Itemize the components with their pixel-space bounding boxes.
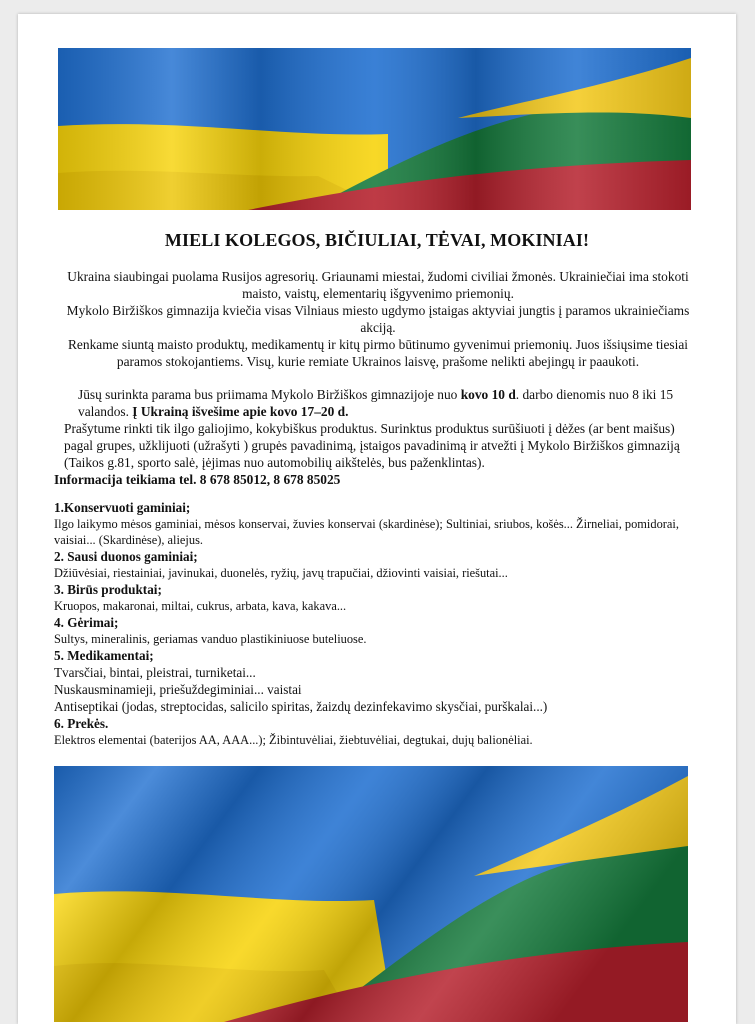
- intro-paragraph: Mykolo Biržiškos gimnazija kviečia visas Vilniaus miesto ugdymo įstaigas aktyviai jungtis į paramos ukrainiečiams akciją.: [66, 303, 690, 335]
- collection-notice: [54, 386, 704, 488]
- contact-phones: Informacija teikiama tel. 8 678 85012, 8 678 85025: [54, 472, 341, 487]
- page-title: MIELI KOLEGOS, BIČIULIAI, TĖVAI, MOKINIAI!: [164, 230, 590, 250]
- top-flag-banner: [58, 48, 691, 210]
- category-title: 3. Birūs produktai;: [54, 582, 162, 597]
- category-items: Ilgo laikymo mėsos gaminiai, mėsos konservai, žuvies konservai (skardinėse); Sultiniai, sriubos, košės... Žirneliai, pomidorai, vaisiai... (Skardinėse), aliejus.: [54, 517, 679, 547]
- category-items: Elektros elementai (baterijos AA, AAA...); Žibintuvėliai, žiebtuvėliai, degtukai, dujų balionėliai.: [54, 733, 533, 747]
- bottom-flag-banner: [54, 766, 688, 1022]
- category-title: 1.Konservuoti gaminiai;: [54, 500, 191, 515]
- category-title: 4. Gėrimai;: [54, 615, 119, 630]
- category-title: 5. Medikamentai;: [54, 648, 154, 663]
- category-title: 2. Sausi duonos gaminiai;: [54, 549, 198, 564]
- dispatch-date: Į Ukrainą išvešime apie kovo 17–20 d.: [132, 404, 349, 419]
- document-page: [18, 14, 736, 1024]
- collection-dates: [54, 386, 704, 420]
- category-items: Džiūvėsiai, riestainiai, javinukai, duonelės, ryžių, javų trapučiai, džiovinti vaisiai, riešutai...: [54, 566, 508, 580]
- instructions: Prašytume rinkti tik ilgo galiojimo, kokybiškus produktus. Surinktus produktus surūšiuoti į dėžes (ar bent maišus) pagal grupes, užklijuoti (užrašyti ) grupės pavadinimą, įstaigos pavadinimą ir atvežti į Mykolo Biržiškos gimnaziją (Taikos g.81, sporto salė, įėjimas nuo automobilių aikštelės, bus paženklintas).: [64, 421, 680, 470]
- intro-paragraph: Renkame siuntą maisto produktų, medikamentų ir kitų pirmo būtinumo gyvenimui priemonių. Juos išsiųsime tiesiai paramos stokojantiems. Visų, kurie remiate Ukrainos laisvę, prašome nelikti abejingų ir paaukoti.: [68, 337, 688, 369]
- category-list: [54, 499, 704, 748]
- category-items: Tvarsčiai, bintai, pleistrai, turniketai...: [54, 665, 256, 680]
- category-items: Nuskausminamieji, priešuždegiminiai... vaistai: [54, 682, 302, 697]
- notice-text: . darbo dienomis nuo 8 iki 15 valandos.: [78, 387, 674, 419]
- category-items: Sultys, mineralinis, geriamas vanduo plastikiniuose buteliuose.: [54, 632, 367, 646]
- category-items: Antiseptikai (jodas, streptocidas, salicilo spiritas, žaizdų dezinfekavimo skysčiai, purškalai...): [54, 699, 548, 714]
- contact-info: [54, 471, 704, 488]
- start-date: kovo 10 d: [460, 387, 516, 402]
- intro-paragraph: Ukraina siaubingai puolama Rusijos agresorių. Griaunami miestai, žudomi civiliai žmonės. Ukrainiečiai ima stokoti maisto, vaistų, elementarių išgyvenimo priemonių.: [67, 269, 689, 301]
- category-title: 6. Prekės.: [54, 716, 109, 731]
- category-items: Kruopos, makaronai, miltai, cukrus, arbata, kava, kakava...: [54, 599, 347, 613]
- intro-text: [54, 268, 702, 370]
- notice-text: Jūsų surinkta parama bus priimama Mykolo Biržiškos gimnazijoje nuo: [78, 387, 461, 402]
